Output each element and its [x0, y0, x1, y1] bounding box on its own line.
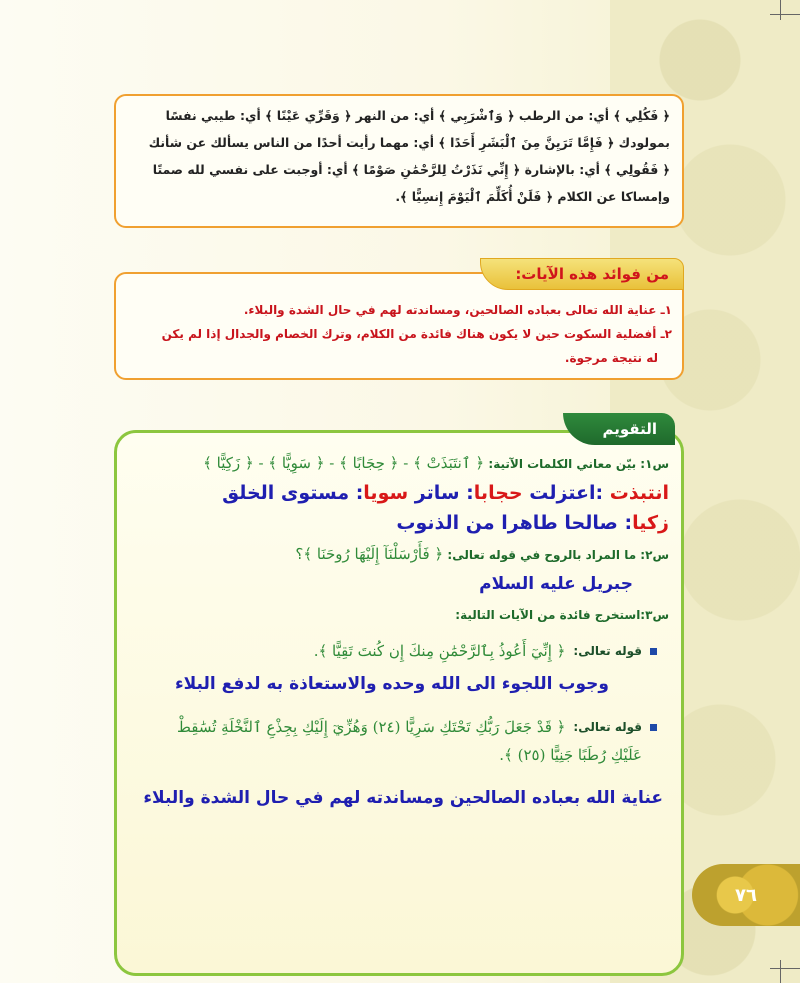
explanation-box — [114, 94, 684, 228]
answer-meaning: : مستوى الخلق — [222, 482, 364, 504]
answer-3-2: عناية الله بعباده الصالحين ومساندته لهم في حال الشدة والبلاء — [143, 788, 663, 808]
crop-mark — [780, 960, 781, 983]
bullet-square-icon — [650, 724, 657, 731]
bullet-label: قوله تعالى: — [573, 644, 642, 658]
question-1 — [129, 449, 669, 478]
question-1-label: س١: بيّن معاني الكلمات الآتية: — [488, 457, 669, 471]
crop-mark — [770, 14, 800, 15]
question-3: س٣:استخرج فائدة من الآيات التالية: — [455, 608, 669, 622]
benefits-title: من فوائد هذه الآيات: — [480, 258, 684, 290]
benefit-item-1: ١ـ عناية الله تعالى بعباده الصالحين، ومساندته لهم في حال الشدة والبلاء. — [243, 303, 672, 317]
question-2-label: س٢: ما المراد بالروح في قوله تعالى: — [447, 548, 669, 562]
explanation-line: ﴿ فَقُولِي ﴾ أي: بالإشارة ﴿ إِنِّي نَذَرْتُ لِلرَّحْمَٰنِ صَوْمًا ﴾ أي: أوجبت على نفسي لله صمتًا — [152, 162, 670, 177]
benefit-item-2-continued: له نتيجة مرجوة. — [564, 351, 658, 365]
benefit-item-2: ٢ـ أفضلية السكوت حين لا يكون هناك فائدة من الكلام، وترك الخصام والجدال إذا لم يكن — [161, 327, 672, 341]
question-2-ayah: ﴿ فَأَرْسَلْنَآ إِلَيْهَا رُوحَنَا ﴾؟ — [295, 545, 444, 563]
evaluation-title: التقويم — [563, 413, 676, 445]
answer-1-line-1 — [129, 478, 669, 508]
bullet-ayah-text: عَلَيْكِ رُطَبًا جَنِيًّا (٢٥) ﴾. — [499, 746, 642, 764]
answer-word: حجابا — [473, 482, 523, 504]
explanation-line: وإمساكا عن الكلام ﴿ فَلَنْ أُكَلِّمَ ٱلْيَوْمَ إِنسِيًّا ﴾. — [395, 189, 670, 204]
explanation-line: بمولودك ﴿ فَإِمَّا تَرَيِنَّ مِنَ ٱلْبَشَرِ أَحَدًا ﴾ أي: مهما رأيت أحدًا من الناس يسألك عن شأنك — [148, 135, 670, 150]
bullet-label: قوله تعالى: — [573, 720, 642, 734]
evaluation-box — [114, 420, 684, 976]
bullet-ayah-text: ﴿ إِنِّيٓ أَعُوذُ بِٱلرَّحْمَٰنِ مِنكَ إِن كُنتَ تَقِيًّا ﴾. — [313, 642, 566, 660]
answer-2: جبريل عليه السلام — [479, 574, 633, 594]
answer-meaning: :اعتزلت — [529, 482, 604, 504]
answer-1-line-2 — [129, 508, 669, 538]
explanation-line: ﴿ فَكُلِي ﴾ أي: من الرطب ﴿ وَٱشْرَبِي ﴾ أي: من النهر ﴿ وَقَرِّي عَيْنًا ﴾ أي: طيبي نفسًا — [165, 108, 670, 123]
answer-3-1: وجوب اللجوء الى الله وحده والاستعاذة به لدفع البلاء — [174, 674, 609, 694]
bullet-square-icon — [650, 648, 657, 655]
bullet-ayah-text: ﴿ قَدْ جَعَلَ رَبُّكِ تَحْتَكِ سَرِيًّا (٢٤) وَهُزِّيٓ إِلَيْكِ بِجِذْعِ ٱلنَّخْلَةِ تُسَٰقِطْ — [177, 718, 566, 736]
crop-mark — [780, 0, 781, 20]
page-number: ٧٦ — [692, 864, 800, 926]
answer-word: سويا — [363, 482, 409, 504]
answer-meaning: : ساتر — [414, 482, 474, 504]
question-2 — [129, 540, 669, 569]
question-1-words: ﴿ ٱنتَبَذَتْ ﴾ - ﴿ حِجَابًا ﴾ - ﴿ سَوِيًّا ﴾ - ﴿ زَكِيًّا ﴾ — [203, 454, 485, 472]
answer-word: انتبذت — [609, 482, 669, 504]
bullet-ayah-2-continued — [129, 741, 669, 769]
bullet-ayah-2 — [129, 713, 669, 741]
answer-word: زكيا — [632, 512, 669, 534]
bullet-ayah-1 — [129, 637, 669, 665]
crop-mark — [770, 968, 800, 969]
benefits-box — [114, 265, 684, 380]
answer-meaning: : صالحا طاهرا من الذنوب — [396, 512, 633, 534]
